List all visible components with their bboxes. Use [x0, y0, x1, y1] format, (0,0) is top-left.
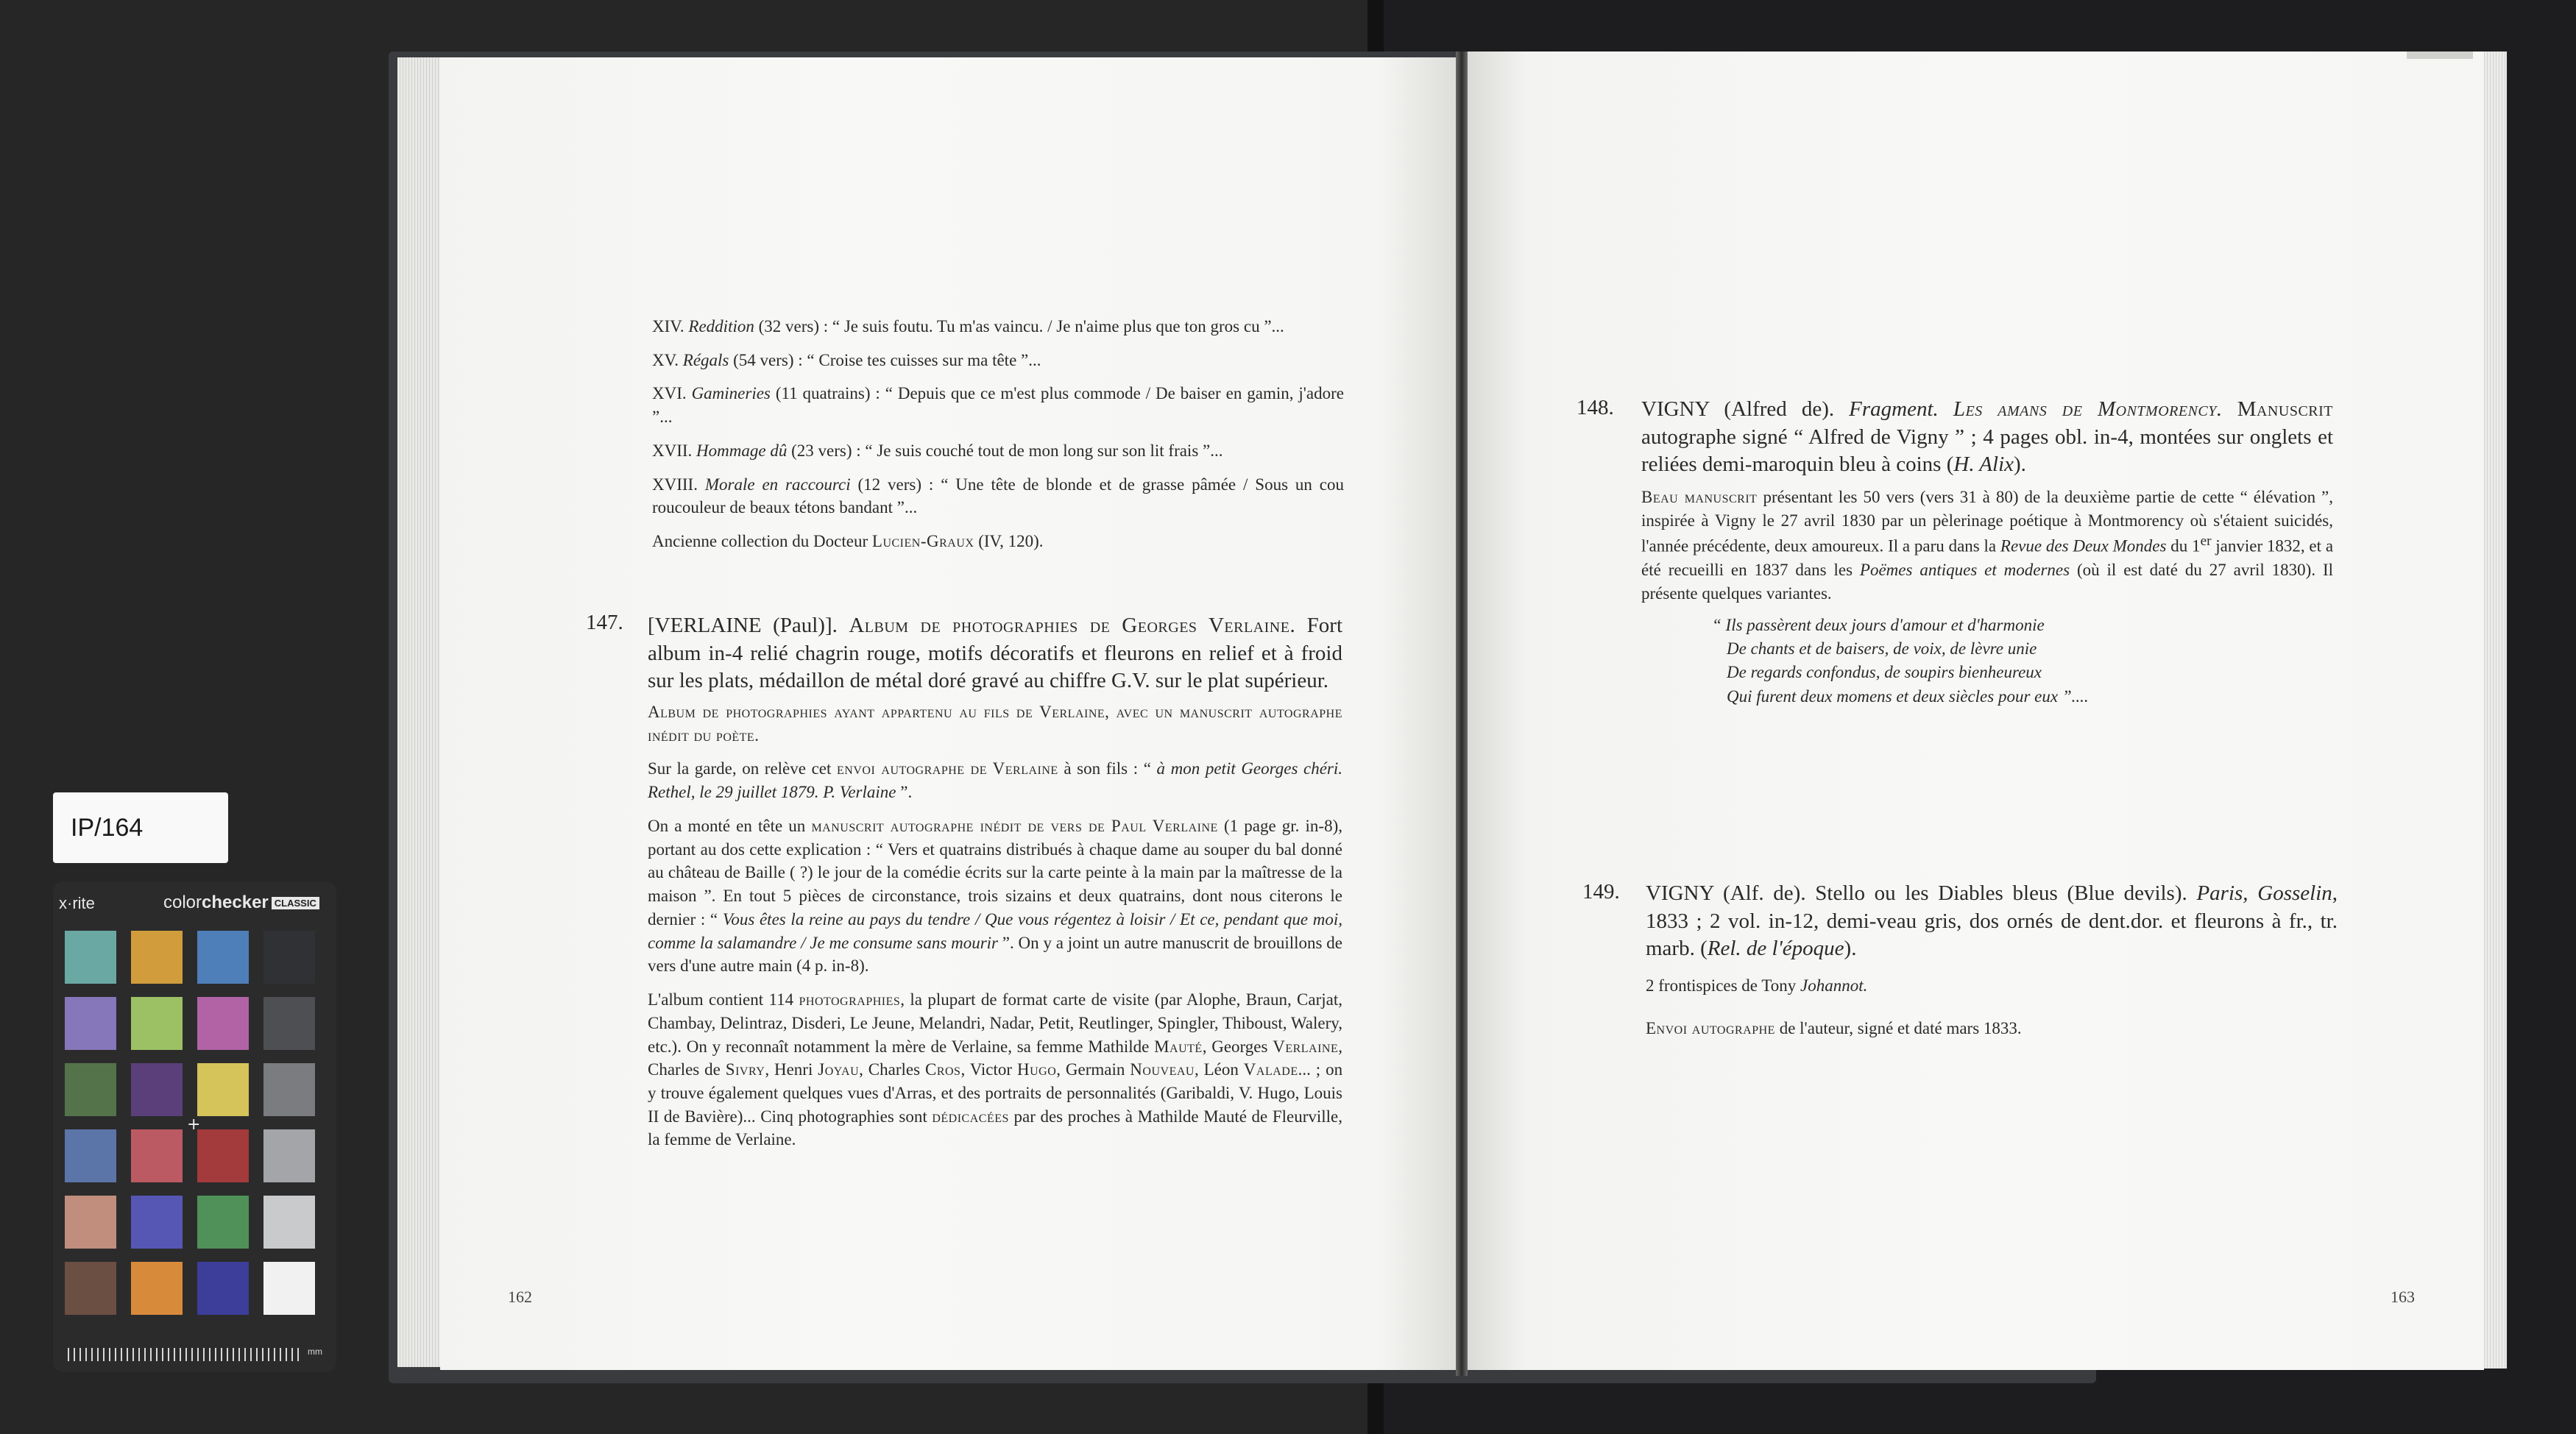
xrite-logo: x·rite [59, 894, 95, 912]
colorchecker-badge: CLASSIC [272, 897, 319, 909]
poem-text: (23 vers) : “ Je suis couché tout de mon long sur son lit frais ”... [791, 441, 1223, 460]
color-swatch [263, 1129, 315, 1182]
poem-text: (54 vers) : “ Croise tes cuisses sur ma tête ”... [733, 350, 1041, 369]
right-page [1465, 52, 2484, 1370]
note-sc: Joyau [818, 1060, 860, 1079]
verse-line: De regards confondus, de soupirs bienheureux [1727, 663, 2042, 682]
book-gutter [1456, 52, 1468, 1376]
entry-148-description: autographe signé “ Alfred de Vigny ” ; 4 pages obl. in-4, montées sur onglets et reliées demi-maroquin bleu à coins ( [1641, 425, 2333, 477]
entry-147-description: Fort album in-4 relié chagrin rouge, motifs décoratifs et fleurons en relief et à froid sur les plats, médaillon de métal doré gravé au chiffre G.V. sur le plat supérieur. [648, 614, 1343, 693]
poem-text: (32 vers) : “ Je suis foutu. Tu m'as vaincu. / Je n'aime plus que ton gros cu ”... [758, 317, 1284, 336]
entry-147-notes [648, 700, 1342, 1162]
ip-label [53, 792, 228, 863]
poem-text: (11 quatrains) : “ Depuis que ce m'est plus commode / De baiser en gamin, j'adore ”... [652, 384, 1345, 427]
note-sc: Nouveau [1130, 1060, 1195, 1079]
note-text: Sur la garde, on relève cet [648, 759, 832, 778]
note-text: ... ; on y trouve également quelques vues d'Arras, et des portraits de personnalités (Garibaldi, V. Hugo, Louis II de Bavière)... Cinq photographies sont [648, 1060, 1343, 1126]
note-text: , Léon [1194, 1060, 1239, 1079]
entry-148-end: ). [2014, 452, 2026, 477]
note-sc: Verlaine [1273, 1037, 1339, 1056]
entry-147-author: [VERLAINE (Paul)]. [648, 614, 838, 637]
note-sc: Sivry [725, 1060, 765, 1079]
entry-149-note-1 [1646, 974, 2338, 998]
color-swatch [263, 931, 315, 984]
entry-149-description: , 1833 ; 2 vol. in-12, demi-veau gris, dos ornés de dent.dor. et fleurons à fr., tr. marb. ( [1646, 881, 2338, 961]
color-swatch [197, 1196, 249, 1249]
color-swatch [131, 1063, 183, 1116]
poem-title: Hommage dû [696, 441, 788, 460]
note-sc: Hugo [1016, 1060, 1057, 1079]
color-swatch [263, 1196, 315, 1249]
color-swatch [197, 997, 249, 1050]
poem-item [652, 382, 1344, 428]
entry-148-author: VIGNY (Alfred de). [1641, 397, 1835, 421]
note-text: L'album contient 114 [648, 990, 794, 1009]
entry-148-verse [1712, 614, 2089, 709]
provenance-text: Ancienne collection du Docteur [652, 532, 868, 551]
color-swatch [131, 997, 183, 1050]
note-text: par des proches à Mathilde Mauté de Fleurville, la femme de Verlaine. [648, 1107, 1343, 1149]
entry-148-note-1 [1641, 486, 2333, 605]
entry-149-note-2 [1646, 1017, 2338, 1040]
note-text: ”. On y a joint un autre manuscrit de brouillons de vers d'une autre main (4 p. in-8). [648, 933, 1342, 976]
poem-title: Reddition [688, 317, 754, 336]
poem-text: (12 vers) : “ Une tête de blonde et de grasse pâmée / Sous un cou roucouleur de beaux tétons bandant ”... [652, 475, 1345, 517]
mm-ruler [68, 1348, 303, 1361]
note-sc: manuscrit autographe inédit de vers de Paul Verlaine [811, 816, 1218, 835]
colorchecker-title [163, 892, 319, 913]
color-swatch [65, 1262, 116, 1315]
note-text: , Charles de [648, 1037, 1343, 1079]
note-text: 2 frontispices de Tony [1646, 976, 1797, 995]
page-corner-tab [2407, 52, 2473, 59]
note-quote: Vous êtes la reine au pays du tendre / Que vous régentez à loisir / Et ce, pendant que moi, comme la salamandre / Je me consume sans mourir [648, 909, 1343, 952]
note-text: , Georges [1202, 1037, 1268, 1056]
verse-line: Qui furent deux momens et deux siècles pour eux ”.... [1727, 686, 2089, 706]
note-text: (1 page gr. in-8), portant au dos cette explication : “ Vers et quatrains distribués à chaque dame au souper du bal donné au château de Baille ( ?) le jour de la comédie écrits sur la carte peinte à la main par la maîtresse de la maison ”. En tout 5 pièces de circonstance, trois sizains et deux quatrains, dont nous citerons le dernier : “ [648, 816, 1343, 929]
colorchecker-title-bold: checker [202, 892, 269, 912]
provenance-name: Lucien-Graux [871, 532, 974, 551]
color-swatch [131, 1129, 183, 1182]
provenance [652, 530, 1344, 553]
crosshair-icon: + [187, 1115, 201, 1134]
note-text: de l'auteur, signé et daté mars 1833. [1779, 1018, 2022, 1037]
color-swatch [65, 1129, 116, 1182]
note-text: , Victor [960, 1060, 1013, 1079]
note-text: présentant les 50 vers (vers 31 à 80) de la deuxième partie de cette “ élévation ”, inspirée à Vigny le 27 avril 1830 par un pèlerinage poétique à Montmorency où s'étaient suicidés, l'année précédente, deux amoureux. Il a paru dans la [1641, 488, 2334, 556]
entry-148-notes [1641, 486, 2333, 615]
entry-148-type: Manuscrit [2237, 397, 2333, 421]
note-text: , Charles [859, 1060, 921, 1079]
note-text: ”. [900, 783, 913, 802]
poem-num: XIV. [652, 317, 684, 336]
poem-item [652, 439, 1344, 463]
entry-149-publisher: Paris, Gosselin [2196, 881, 2332, 905]
note-text: à son fils : “ [1064, 759, 1151, 778]
poem-num: XVIII. [652, 475, 698, 494]
note-sc: envoi autographe de Verlaine [837, 759, 1058, 778]
poem-list [652, 315, 1344, 564]
note-italic: Poëmes antiques et modernes [1859, 560, 2070, 579]
page-number-right: 163 [2391, 1288, 2415, 1306]
color-swatch [197, 931, 249, 984]
entry-148-binder: H. Alix [1953, 452, 2014, 477]
poem-title: Morale en raccourci [704, 475, 851, 494]
note-text: (où il est daté du 27 avril 1830). Il présente quelques variantes. [1641, 560, 2334, 603]
note-sc: dédicacées [932, 1107, 1009, 1126]
entry-number-148: 148. [1577, 396, 1614, 419]
entry-147-note-3 [648, 814, 1342, 978]
color-swatch [197, 1063, 249, 1116]
entry-149-heading [1646, 880, 2338, 963]
page-number-left: 162 [508, 1288, 532, 1306]
poem-num: XVI. [652, 384, 687, 403]
color-swatch [197, 1262, 249, 1315]
poem-num: XVII. [652, 441, 693, 460]
ruler-unit: mm [308, 1346, 322, 1357]
color-swatch [263, 997, 315, 1050]
provenance-ref: (IV, 120). [978, 532, 1044, 551]
note-sc: Beau manuscrit [1641, 488, 1758, 506]
entry-149-title: VIGNY (Alf. de). Stello ou les Diables bleus (Blue devils). [1646, 881, 2187, 905]
note-text: janvier 1832, et a été recueilli en 1837 dans les [1641, 537, 2334, 579]
note-sc: Valade [1243, 1060, 1298, 1079]
note-text: On a monté en tête un [648, 816, 806, 835]
color-swatch [131, 1262, 183, 1315]
entry-149-binding: Rel. de l'époque [1707, 937, 1844, 961]
color-swatch [263, 1262, 315, 1315]
note-text: , la plupart de format carte de visite (par Alophe, Braun, Carjat, Chambay, Delintraz, Disderi, Le Jeune, Melandri, Nadar, Petit, Reutlinger, Spingler, Thiboust, Walery, etc.). On y reconnaît notamment la mère de Verlaine, sa femme Mathilde [648, 990, 1342, 1056]
note-text: du 1 [2170, 537, 2201, 556]
note-sc: photographies [799, 990, 901, 1009]
verse-line: De chants et de baisers, de voix, de lèvre unie [1727, 639, 2037, 659]
color-swatch [197, 1129, 249, 1182]
color-swatch [65, 1196, 116, 1249]
entry-148-title: Fragment. [1849, 397, 1939, 421]
colorchecker-title-light: color [163, 892, 202, 912]
entry-147-note-2 [648, 757, 1342, 803]
poem-item [652, 349, 1344, 372]
poem-title: Gamineries [691, 384, 771, 403]
entry-147-note-4 [648, 988, 1342, 1151]
color-swatch [131, 1196, 183, 1249]
entry-149-notes [1646, 974, 2338, 1050]
poem-item [652, 315, 1344, 338]
ip-label-text: IP/164 [71, 813, 144, 842]
color-swatch [65, 997, 116, 1050]
note-italic: Revue des Deux Mondes [2000, 537, 2167, 556]
entry-148-heading [1641, 396, 2333, 479]
note-sc: Mauté [1154, 1037, 1203, 1056]
note-text: , Henri [765, 1060, 813, 1079]
note-sc: Cros [924, 1060, 961, 1079]
entry-147-heading [648, 612, 1342, 695]
poem-item [652, 473, 1344, 519]
entry-148-subtitle: Les amans de Montmorency. [1953, 397, 2223, 421]
entry-149-end: ). [1844, 937, 1857, 961]
note-text: , Germain [1056, 1060, 1125, 1079]
entry-number-149: 149. [1582, 880, 1620, 904]
color-swatch [131, 931, 183, 984]
poem-num: XV. [652, 350, 679, 369]
poem-title: Régals [682, 350, 729, 369]
color-swatch [65, 931, 116, 984]
entry-147-title: Album de photographies de Georges Verlaine. [849, 614, 1296, 637]
verse-line: “ Ils passèrent deux jours d'amour et d'harmonie [1712, 616, 2045, 634]
entry-number-147: 147. [586, 611, 623, 634]
note-quote: à mon petit Georges chéri. Rethel, le 29 juillet 1879. P. Verlaine [648, 759, 1343, 802]
color-swatch [65, 1063, 116, 1116]
entry-147-note-1: Album de photographies ayant appartenu au fils de Verlaine, avec un manuscrit autographe inédit du poète. [648, 703, 1342, 745]
color-swatch [263, 1063, 315, 1116]
note-sc: Envoi autographe [1646, 1018, 1775, 1037]
note-italic: Johannot. [1800, 976, 1868, 995]
note-sup: er [2200, 533, 2212, 550]
